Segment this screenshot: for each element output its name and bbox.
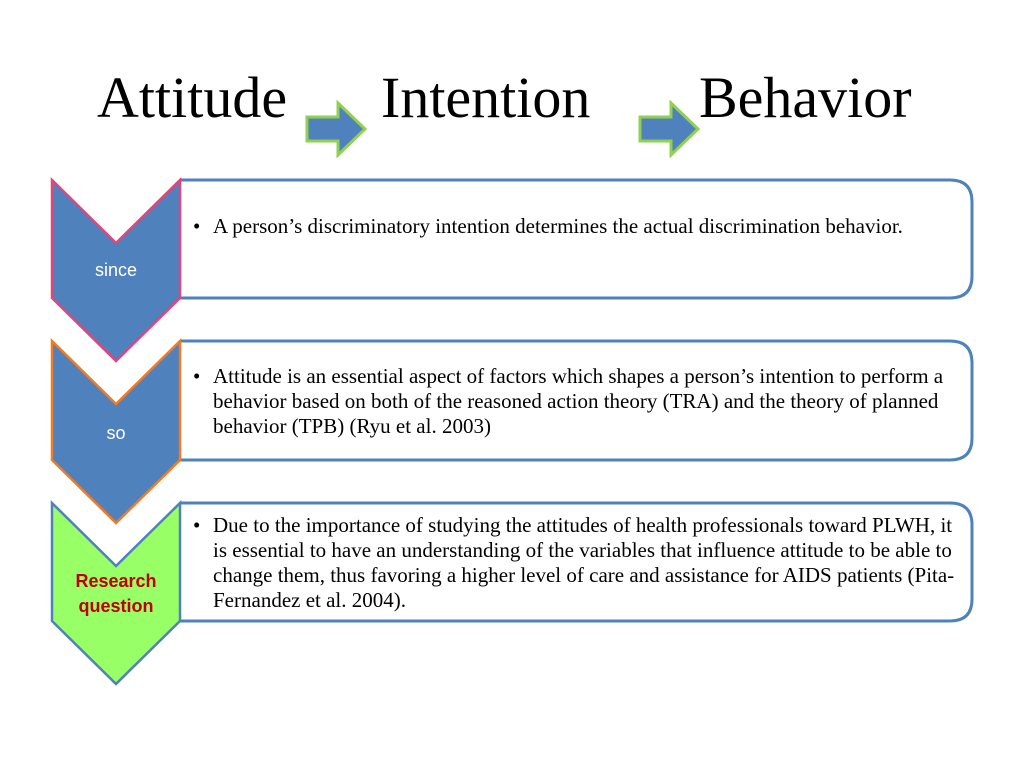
- chevron-label-so: so: [106, 423, 126, 443]
- bullet-marker: •: [193, 364, 201, 388]
- step-text-so: [193, 364, 968, 439]
- title-word-behavior: Behavior: [699, 65, 912, 130]
- chevron-label-research-question: Research question: [75, 571, 157, 616]
- title-word-intention: Intention: [381, 65, 591, 130]
- step-text-content: Due to the importance of studying the attitudes of health professionals toward PLWH, it is essential to have an understanding of the variables that influence attitude to be able to change them, thus favoring a higher level of care and assistance for AIDS patients (Pita-Fernandez et al. 2004).: [213, 513, 955, 612]
- step-text-research-question: [193, 513, 968, 613]
- chevron-label-since: since: [94, 260, 138, 280]
- title-word-attitude: Attitude: [97, 65, 288, 130]
- step-box-since: [180, 180, 972, 298]
- step-text-since: [193, 214, 968, 239]
- step-text-content: Attitude is an essential aspect of factors which shapes a person’s intention to perform a behavior based on both of the reasoned action theory (TRA) and the theory of planned behavior (TPB) (Ryu et al. 2003): [213, 364, 944, 438]
- bullet-marker: •: [193, 214, 201, 238]
- step-text-content: A person’s discriminatory intention determines the actual discrimination behavior.: [213, 214, 903, 238]
- bullet-marker: •: [193, 513, 201, 537]
